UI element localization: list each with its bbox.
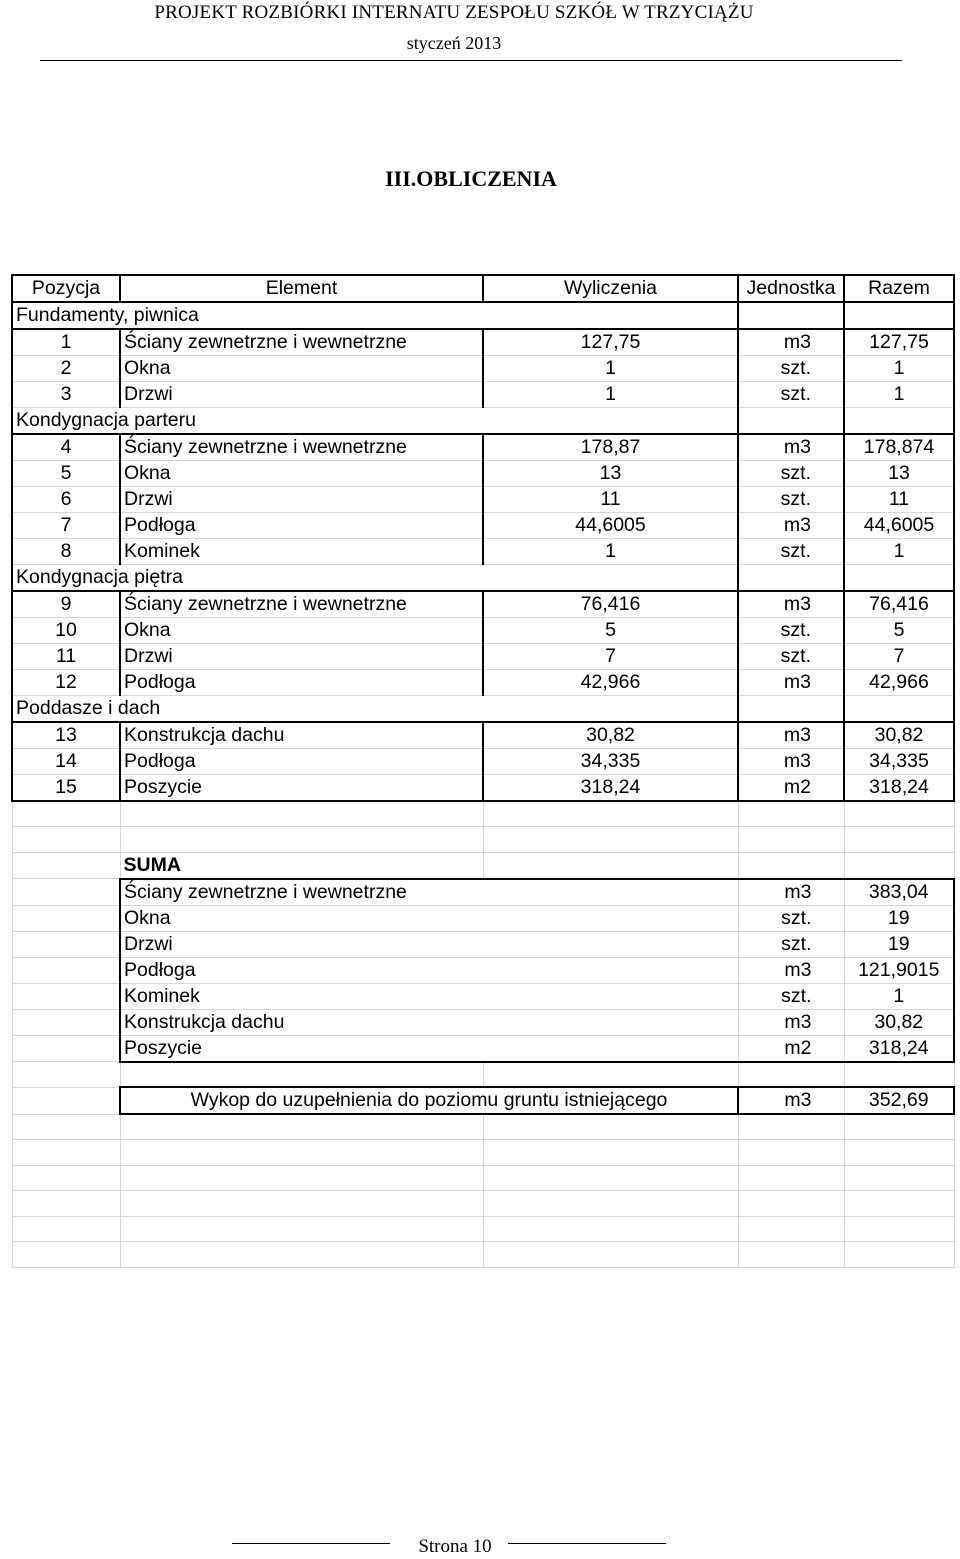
document-header-title: PROJEKT ROZBIÓRKI INTERNATU ZESPOŁU SZKÓŁ W TRZYCIĄŻU — [154, 2, 754, 23]
excavation-total: 352,69 — [844, 1087, 954, 1114]
empty-cell — [12, 801, 120, 827]
unit-cell: szt. — [738, 644, 844, 670]
unit-cell: szt. — [738, 356, 844, 382]
element-cell: Ściany zewnetrzne i wewnetrzne — [120, 329, 483, 356]
empty-cell — [738, 408, 844, 435]
calculation-cell: 42,966 — [483, 670, 738, 696]
group-row — [12, 302, 954, 329]
position-cell: 9 — [12, 591, 120, 618]
position-cell: 7 — [12, 513, 120, 539]
group-name: Poddasze i dach — [12, 696, 738, 723]
empty-cell — [738, 1242, 844, 1268]
empty-cell — [483, 1242, 738, 1268]
unit-cell: szt. — [738, 487, 844, 513]
header-divider — [40, 60, 902, 61]
summary-total: 1 — [844, 983, 954, 1009]
table-row — [12, 434, 954, 461]
page-number-label: Strona 10 — [406, 1536, 503, 1557]
section-title: III.OBLICZENIA — [385, 166, 557, 191]
empty-cell — [483, 1062, 738, 1088]
empty-cell — [120, 1216, 483, 1242]
element-cell: Podłoga — [120, 749, 483, 775]
calculation-cell: 1 — [483, 382, 738, 408]
unit-cell: m3 — [738, 749, 844, 775]
empty-cell — [844, 1114, 954, 1140]
element-cell: Drzwi — [120, 644, 483, 670]
element-cell: Podłoga — [120, 670, 483, 696]
table-row — [12, 722, 954, 749]
total-cell: 42,966 — [844, 670, 954, 696]
empty-cell — [483, 1165, 738, 1191]
empty-cell — [12, 1114, 120, 1140]
summary-total: 19 — [844, 905, 954, 931]
position-cell: 2 — [12, 356, 120, 382]
empty-cell — [12, 827, 120, 853]
summary-element: Poszycie — [120, 1035, 738, 1062]
table-row — [12, 329, 954, 356]
empty-cell — [12, 1035, 120, 1062]
group-name: Kondygnacja piętra — [12, 565, 738, 592]
summary-unit: m2 — [738, 1035, 844, 1062]
empty-cell — [844, 408, 954, 435]
summary-element: Konstrukcja dachu — [120, 1009, 738, 1035]
table-row — [12, 513, 954, 539]
excavation-row — [12, 1087, 954, 1114]
blank-row — [12, 1242, 954, 1268]
empty-cell — [738, 1062, 844, 1088]
unit-cell: m3 — [738, 670, 844, 696]
summary-total: 121,9015 — [844, 957, 954, 983]
empty-cell — [12, 1009, 120, 1035]
excavation-unit: m3 — [738, 1087, 844, 1114]
total-cell: 1 — [844, 382, 954, 408]
empty-cell — [120, 1114, 483, 1140]
element-cell: Ściany zewnetrzne i wewnetrzne — [120, 591, 483, 618]
table-row — [12, 591, 954, 618]
summary-element: Kominek — [120, 983, 738, 1009]
position-cell: 14 — [12, 749, 120, 775]
empty-cell — [12, 1216, 120, 1242]
summary-row — [12, 1035, 954, 1062]
empty-cell — [738, 1114, 844, 1140]
summary-element: Drzwi — [120, 931, 738, 957]
unit-cell: szt. — [738, 539, 844, 565]
unit-cell: m3 — [738, 329, 844, 356]
table-row — [12, 644, 954, 670]
empty-cell — [738, 1165, 844, 1191]
empty-cell — [483, 801, 738, 827]
element-cell: Okna — [120, 618, 483, 644]
summary-unit: szt. — [738, 983, 844, 1009]
empty-cell — [844, 696, 954, 723]
blank-row — [12, 827, 954, 853]
empty-cell — [12, 879, 120, 906]
summary-row — [12, 983, 954, 1009]
total-cell: 44,6005 — [844, 513, 954, 539]
empty-cell — [120, 1191, 483, 1217]
total-cell: 76,416 — [844, 591, 954, 618]
total-cell: 13 — [844, 461, 954, 487]
column-header: Razem — [844, 275, 954, 302]
empty-cell — [844, 302, 954, 329]
calculation-cell: 11 — [483, 487, 738, 513]
empty-cell — [844, 852, 954, 879]
summary-heading: SUMA — [120, 852, 483, 879]
total-cell: 318,24 — [844, 775, 954, 802]
empty-cell — [844, 1191, 954, 1217]
calculation-cell: 34,335 — [483, 749, 738, 775]
summary-row — [12, 1009, 954, 1035]
calculation-cell: 1 — [483, 356, 738, 382]
summary-row — [12, 879, 954, 906]
empty-cell — [483, 827, 738, 853]
total-cell: 7 — [844, 644, 954, 670]
empty-cell — [120, 1165, 483, 1191]
summary-element: Ściany zewnetrzne i wewnetrzne — [120, 879, 738, 906]
empty-cell — [844, 1165, 954, 1191]
unit-cell: szt. — [738, 382, 844, 408]
calculation-cell: 44,6005 — [483, 513, 738, 539]
position-cell: 4 — [12, 434, 120, 461]
empty-cell — [483, 1191, 738, 1217]
summary-total: 383,04 — [844, 879, 954, 906]
total-cell: 30,82 — [844, 722, 954, 749]
blank-row — [12, 1114, 954, 1140]
empty-cell — [738, 801, 844, 827]
empty-cell — [12, 1191, 120, 1217]
empty-cell — [12, 931, 120, 957]
total-cell: 127,75 — [844, 329, 954, 356]
position-cell: 8 — [12, 539, 120, 565]
summary-total: 19 — [844, 931, 954, 957]
table-row — [12, 618, 954, 644]
calculation-cell: 178,87 — [483, 434, 738, 461]
empty-cell — [12, 1242, 120, 1268]
page-number — [0, 1536, 910, 1558]
element-cell: Kominek — [120, 539, 483, 565]
position-cell: 1 — [12, 329, 120, 356]
group-row — [12, 408, 954, 435]
table-row — [12, 539, 954, 565]
summary-total: 318,24 — [844, 1035, 954, 1062]
column-header: Jednostka — [738, 275, 844, 302]
summary-heading-row — [12, 852, 954, 879]
empty-cell — [738, 1216, 844, 1242]
blank-row — [12, 1062, 954, 1088]
empty-cell — [844, 1140, 954, 1166]
empty-cell — [12, 905, 120, 931]
empty-cell — [12, 983, 120, 1009]
unit-cell: szt. — [738, 461, 844, 487]
element-cell: Ściany zewnetrzne i wewnetrzne — [120, 434, 483, 461]
position-cell: 6 — [12, 487, 120, 513]
total-cell: 34,335 — [844, 749, 954, 775]
group-name: Fundamenty, piwnica — [12, 302, 738, 329]
table-row — [12, 356, 954, 382]
empty-cell — [120, 1140, 483, 1166]
empty-cell — [738, 852, 844, 879]
table-row — [12, 749, 954, 775]
column-header: Pozycja — [12, 275, 120, 302]
empty-cell — [12, 1087, 120, 1114]
calculation-cell: 5 — [483, 618, 738, 644]
table-row — [12, 487, 954, 513]
empty-cell — [483, 1114, 738, 1140]
empty-cell — [844, 801, 954, 827]
empty-cell — [738, 1191, 844, 1217]
blank-row — [12, 801, 954, 827]
empty-cell — [738, 565, 844, 592]
unit-cell: m3 — [738, 591, 844, 618]
total-cell: 178,874 — [844, 434, 954, 461]
element-cell: Podłoga — [120, 513, 483, 539]
summary-total: 30,82 — [844, 1009, 954, 1035]
total-cell: 1 — [844, 356, 954, 382]
unit-cell: m3 — [738, 722, 844, 749]
position-cell: 11 — [12, 644, 120, 670]
summary-element: Okna — [120, 905, 738, 931]
calculation-cell: 127,75 — [483, 329, 738, 356]
empty-cell — [738, 1140, 844, 1166]
calculation-cell: 318,24 — [483, 775, 738, 802]
summary-unit: m3 — [738, 957, 844, 983]
summary-row — [12, 931, 954, 957]
group-row — [12, 565, 954, 592]
position-cell: 5 — [12, 461, 120, 487]
blank-row — [12, 1140, 954, 1166]
empty-cell — [12, 957, 120, 983]
empty-cell — [120, 801, 483, 827]
empty-cell — [844, 1242, 954, 1268]
empty-cell — [120, 827, 483, 853]
summary-element: Podłoga — [120, 957, 738, 983]
table-row — [12, 461, 954, 487]
blank-row — [12, 1216, 954, 1242]
unit-cell: szt. — [738, 618, 844, 644]
position-cell: 3 — [12, 382, 120, 408]
element-cell: Okna — [120, 356, 483, 382]
empty-cell — [738, 696, 844, 723]
empty-cell — [120, 1062, 483, 1088]
calculations-table — [11, 274, 955, 1268]
summary-unit: m3 — [738, 1009, 844, 1035]
empty-cell — [844, 827, 954, 853]
blank-row — [12, 1165, 954, 1191]
unit-cell: m3 — [738, 434, 844, 461]
position-cell: 12 — [12, 670, 120, 696]
empty-cell — [844, 565, 954, 592]
unit-cell: m3 — [738, 513, 844, 539]
empty-cell — [844, 1062, 954, 1088]
excavation-label: Wykop do uzupełnienia do poziomu gruntu istniejącego — [120, 1087, 738, 1114]
empty-cell — [120, 1242, 483, 1268]
element-cell: Drzwi — [120, 487, 483, 513]
document-header-date: styczeń 2013 — [406, 33, 502, 53]
table-row — [12, 382, 954, 408]
element-cell: Drzwi — [120, 382, 483, 408]
total-cell: 11 — [844, 487, 954, 513]
table-row — [12, 670, 954, 696]
total-cell: 1 — [844, 539, 954, 565]
summary-row — [12, 905, 954, 931]
empty-cell — [12, 1140, 120, 1166]
summary-unit: szt. — [738, 905, 844, 931]
group-name: Kondygnacja parteru — [12, 408, 738, 435]
empty-cell — [483, 1216, 738, 1242]
empty-cell — [738, 827, 844, 853]
element-cell: Konstrukcja dachu — [120, 722, 483, 749]
calculation-cell: 30,82 — [483, 722, 738, 749]
unit-cell: m2 — [738, 775, 844, 802]
empty-cell — [12, 1062, 120, 1088]
empty-cell — [844, 1216, 954, 1242]
total-cell: 5 — [844, 618, 954, 644]
empty-cell — [483, 852, 738, 879]
summary-row — [12, 957, 954, 983]
position-cell: 13 — [12, 722, 120, 749]
empty-cell — [12, 1165, 120, 1191]
empty-cell — [738, 302, 844, 329]
position-cell: 15 — [12, 775, 120, 802]
calculation-cell: 13 — [483, 461, 738, 487]
table-row — [12, 775, 954, 802]
blank-row — [12, 1191, 954, 1217]
summary-unit: m3 — [738, 879, 844, 906]
table-header-row — [12, 275, 954, 302]
position-cell: 10 — [12, 618, 120, 644]
element-cell: Okna — [120, 461, 483, 487]
group-row — [12, 696, 954, 723]
calculation-cell: 76,416 — [483, 591, 738, 618]
summary-unit: szt. — [738, 931, 844, 957]
calculation-cell: 1 — [483, 539, 738, 565]
column-header: Element — [120, 275, 483, 302]
column-header: Wyliczenia — [483, 275, 738, 302]
empty-cell — [12, 852, 120, 879]
empty-cell — [483, 1140, 738, 1166]
calculation-cell: 7 — [483, 644, 738, 670]
element-cell: Poszycie — [120, 775, 483, 802]
